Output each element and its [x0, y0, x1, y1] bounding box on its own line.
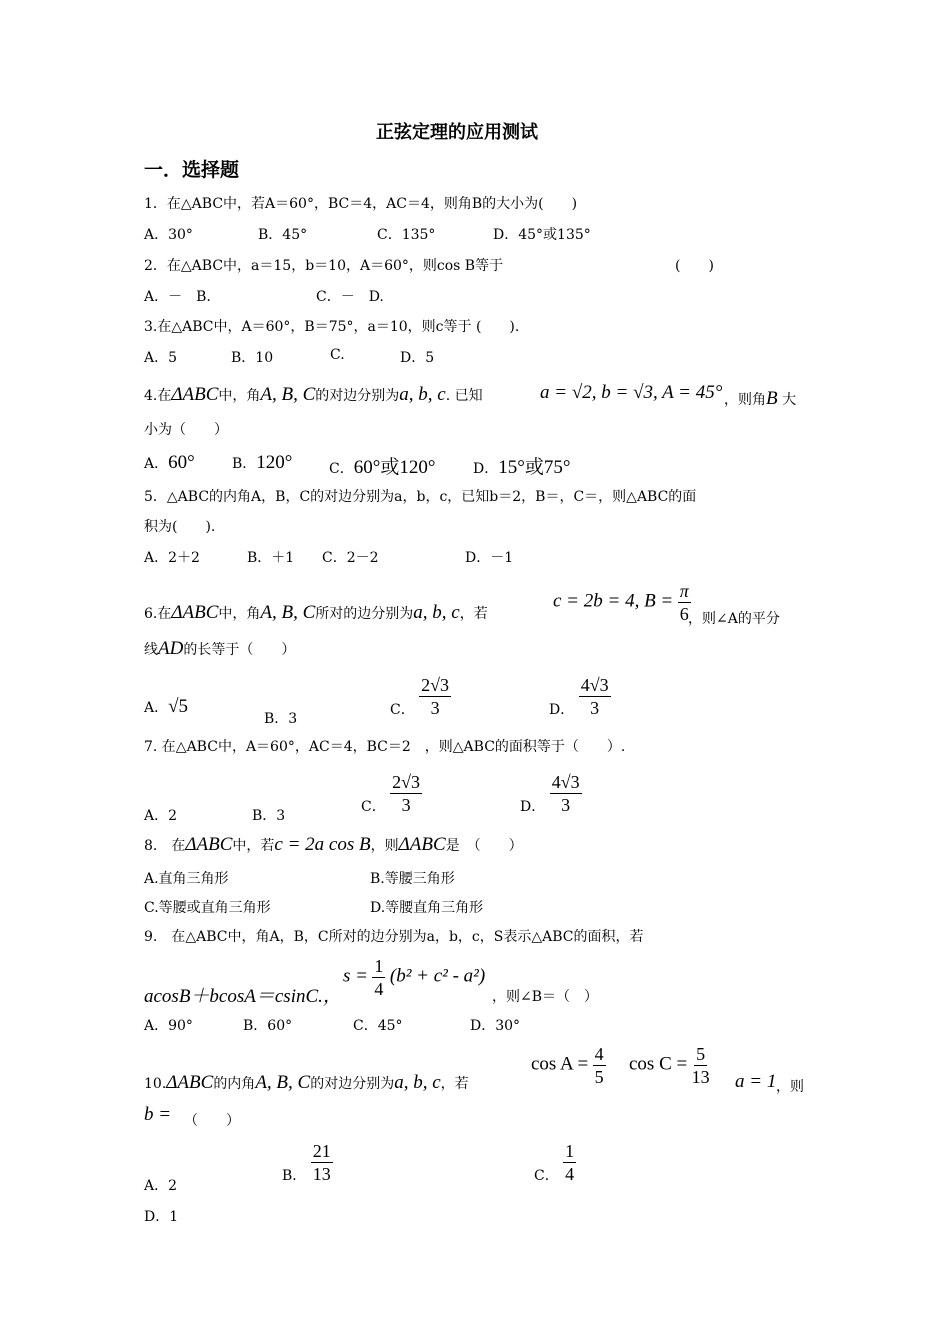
- q7-option-a: A．2: [144, 808, 178, 824]
- q10-option-c: C． $\frac{1}{4}$: [534, 1141, 575, 1184]
- q2-paren: ( ): [675, 258, 714, 274]
- q3-option-c: C.: [330, 347, 345, 363]
- q8-option-d: D.等腰直角三角形: [370, 900, 484, 916]
- q6-line2: 线AD的长等于（ ）: [144, 638, 296, 659]
- q4-option-a: A．60°: [144, 452, 195, 473]
- q1-option-c: C．135°: [377, 227, 436, 243]
- q5-option-b: B．＋1: [247, 550, 295, 566]
- q9-option-b: B．60°: [243, 1018, 293, 1034]
- q8-stem: 8. 在ΔABC中，若c = 2a cos B，则ΔABC是 （ ）: [144, 834, 523, 855]
- q10-ze: ，则: [776, 1079, 804, 1095]
- q5-option-a: A．2＋2: [144, 550, 200, 566]
- q4-option-d: D．15°或75°: [473, 457, 571, 478]
- q4-line1: 4.在ΔABC中，角A, B, C的对边分别为a, b, c. 已知: [144, 384, 483, 405]
- q6-option-b: B．3: [264, 711, 298, 727]
- q4-condition: a = √2, b = √3, A = 45°: [540, 382, 723, 403]
- q6-condition: c = 2b = 4, B = $\frac{\pi}{6}$: [553, 581, 689, 624]
- q10-option-b: B． $\frac{21}{13}$: [282, 1141, 331, 1184]
- q9-area-formula: s = $\frac{1}{4}$ (b² + c² - a²): [343, 956, 486, 999]
- q4-option-c: C．60°或120°: [329, 457, 436, 478]
- q7-stem: 7. 在△ABC中，A＝60°，AC＝4，BC＝2 ，则△ABC的面积等于（ ）.: [144, 739, 626, 755]
- q6-option-d: D． $\frac{4√3}{3}$: [549, 675, 609, 718]
- q9-option-c: C．45°: [353, 1018, 403, 1034]
- q8-option-b: B.等腰三角形: [370, 871, 455, 887]
- q6-line1: 6.在ΔABC中，角A, B, C所对的边分别为a, b, c，若: [144, 602, 488, 623]
- q10-paren: （ ）: [184, 1113, 240, 1129]
- q1-option-a: A．30°: [144, 227, 193, 243]
- q8-option-c: C.等腰或直角三角形: [144, 900, 271, 916]
- q9-equation: acosB＋bcosA＝csinC.，: [144, 986, 342, 1007]
- q7-option-c: C． $\frac{2√3}{3}$: [361, 772, 421, 815]
- q4-line2: 小为（ ）: [144, 422, 228, 438]
- q1-option-b: B．45°: [258, 227, 308, 243]
- q7-option-d: D． $\frac{4√3}{3}$: [520, 772, 580, 815]
- q6-tail: ，则∠A的平分: [688, 611, 780, 627]
- q5-option-d: D．－1: [465, 550, 514, 566]
- q10-a-value: a = 1: [735, 1071, 777, 1092]
- page-title: 正弦定理的应用测试: [376, 122, 538, 143]
- q3-stem: 3.在△ABC中，A＝60°，B＝75°，a＝10，则c等于 ( ).: [144, 319, 520, 335]
- q10-cosC: cos C = $\frac{5}{13}$: [629, 1044, 710, 1087]
- q5-option-c: C．2－2: [322, 550, 379, 566]
- q9-line1: 9. 在△ABC中，角A，B，C所对的边分别为a，b，c，S表示△ABC的面积，若: [144, 929, 644, 945]
- q8-option-a: A.直角三角形: [144, 871, 229, 887]
- q10-option-d: D．1: [144, 1209, 179, 1225]
- q7-option-b: B．3: [252, 808, 286, 824]
- section-heading: 一．选择题: [144, 159, 240, 181]
- q2-stem: 2．在△ABC中，a＝15，b＝10，A＝60°，则cos B等于: [144, 258, 504, 274]
- q10-line1: 10.ΔABC的内角A, B, C的对边分别为a, b, c，若: [144, 1072, 469, 1093]
- q6-option-a: A．√5: [144, 696, 189, 717]
- q9-tail: ，则∠B＝（ ）: [492, 989, 599, 1005]
- q2-option-cd: C．－ D.: [316, 289, 384, 305]
- q3-option-d: D．5: [400, 350, 435, 366]
- q1-option-d: D．45°或135°: [493, 227, 591, 243]
- q1-stem: 1．在△ABC中，若A＝60°，BC＝4，AC＝4，则角B的大小为( ): [144, 196, 578, 212]
- q4-option-b: B．120°: [232, 452, 293, 473]
- q10-cosA: cos A = $\frac{4}{5}$: [531, 1044, 604, 1087]
- q9-option-d: D．30°: [470, 1018, 521, 1034]
- q6-option-c: C． $\frac{2√3}{3}$: [390, 675, 450, 718]
- q3-option-a: A．5: [144, 350, 178, 366]
- q10-b-label: b =: [144, 1104, 172, 1125]
- q5-line2: 积为( ).: [144, 519, 216, 535]
- q5-line1: 5．△ABC的内角A，B，C的对边分别为a，b，c，已知b＝2，B＝，C＝，则△ABC的面: [144, 489, 697, 505]
- q2-option-ab: A．－ B.: [144, 289, 211, 305]
- q10-option-a: A．2: [144, 1178, 178, 1194]
- q3-option-b: B．10: [231, 350, 274, 366]
- q9-option-a: A．90°: [144, 1018, 193, 1034]
- q4-tail: ，则角B 大: [724, 388, 797, 409]
